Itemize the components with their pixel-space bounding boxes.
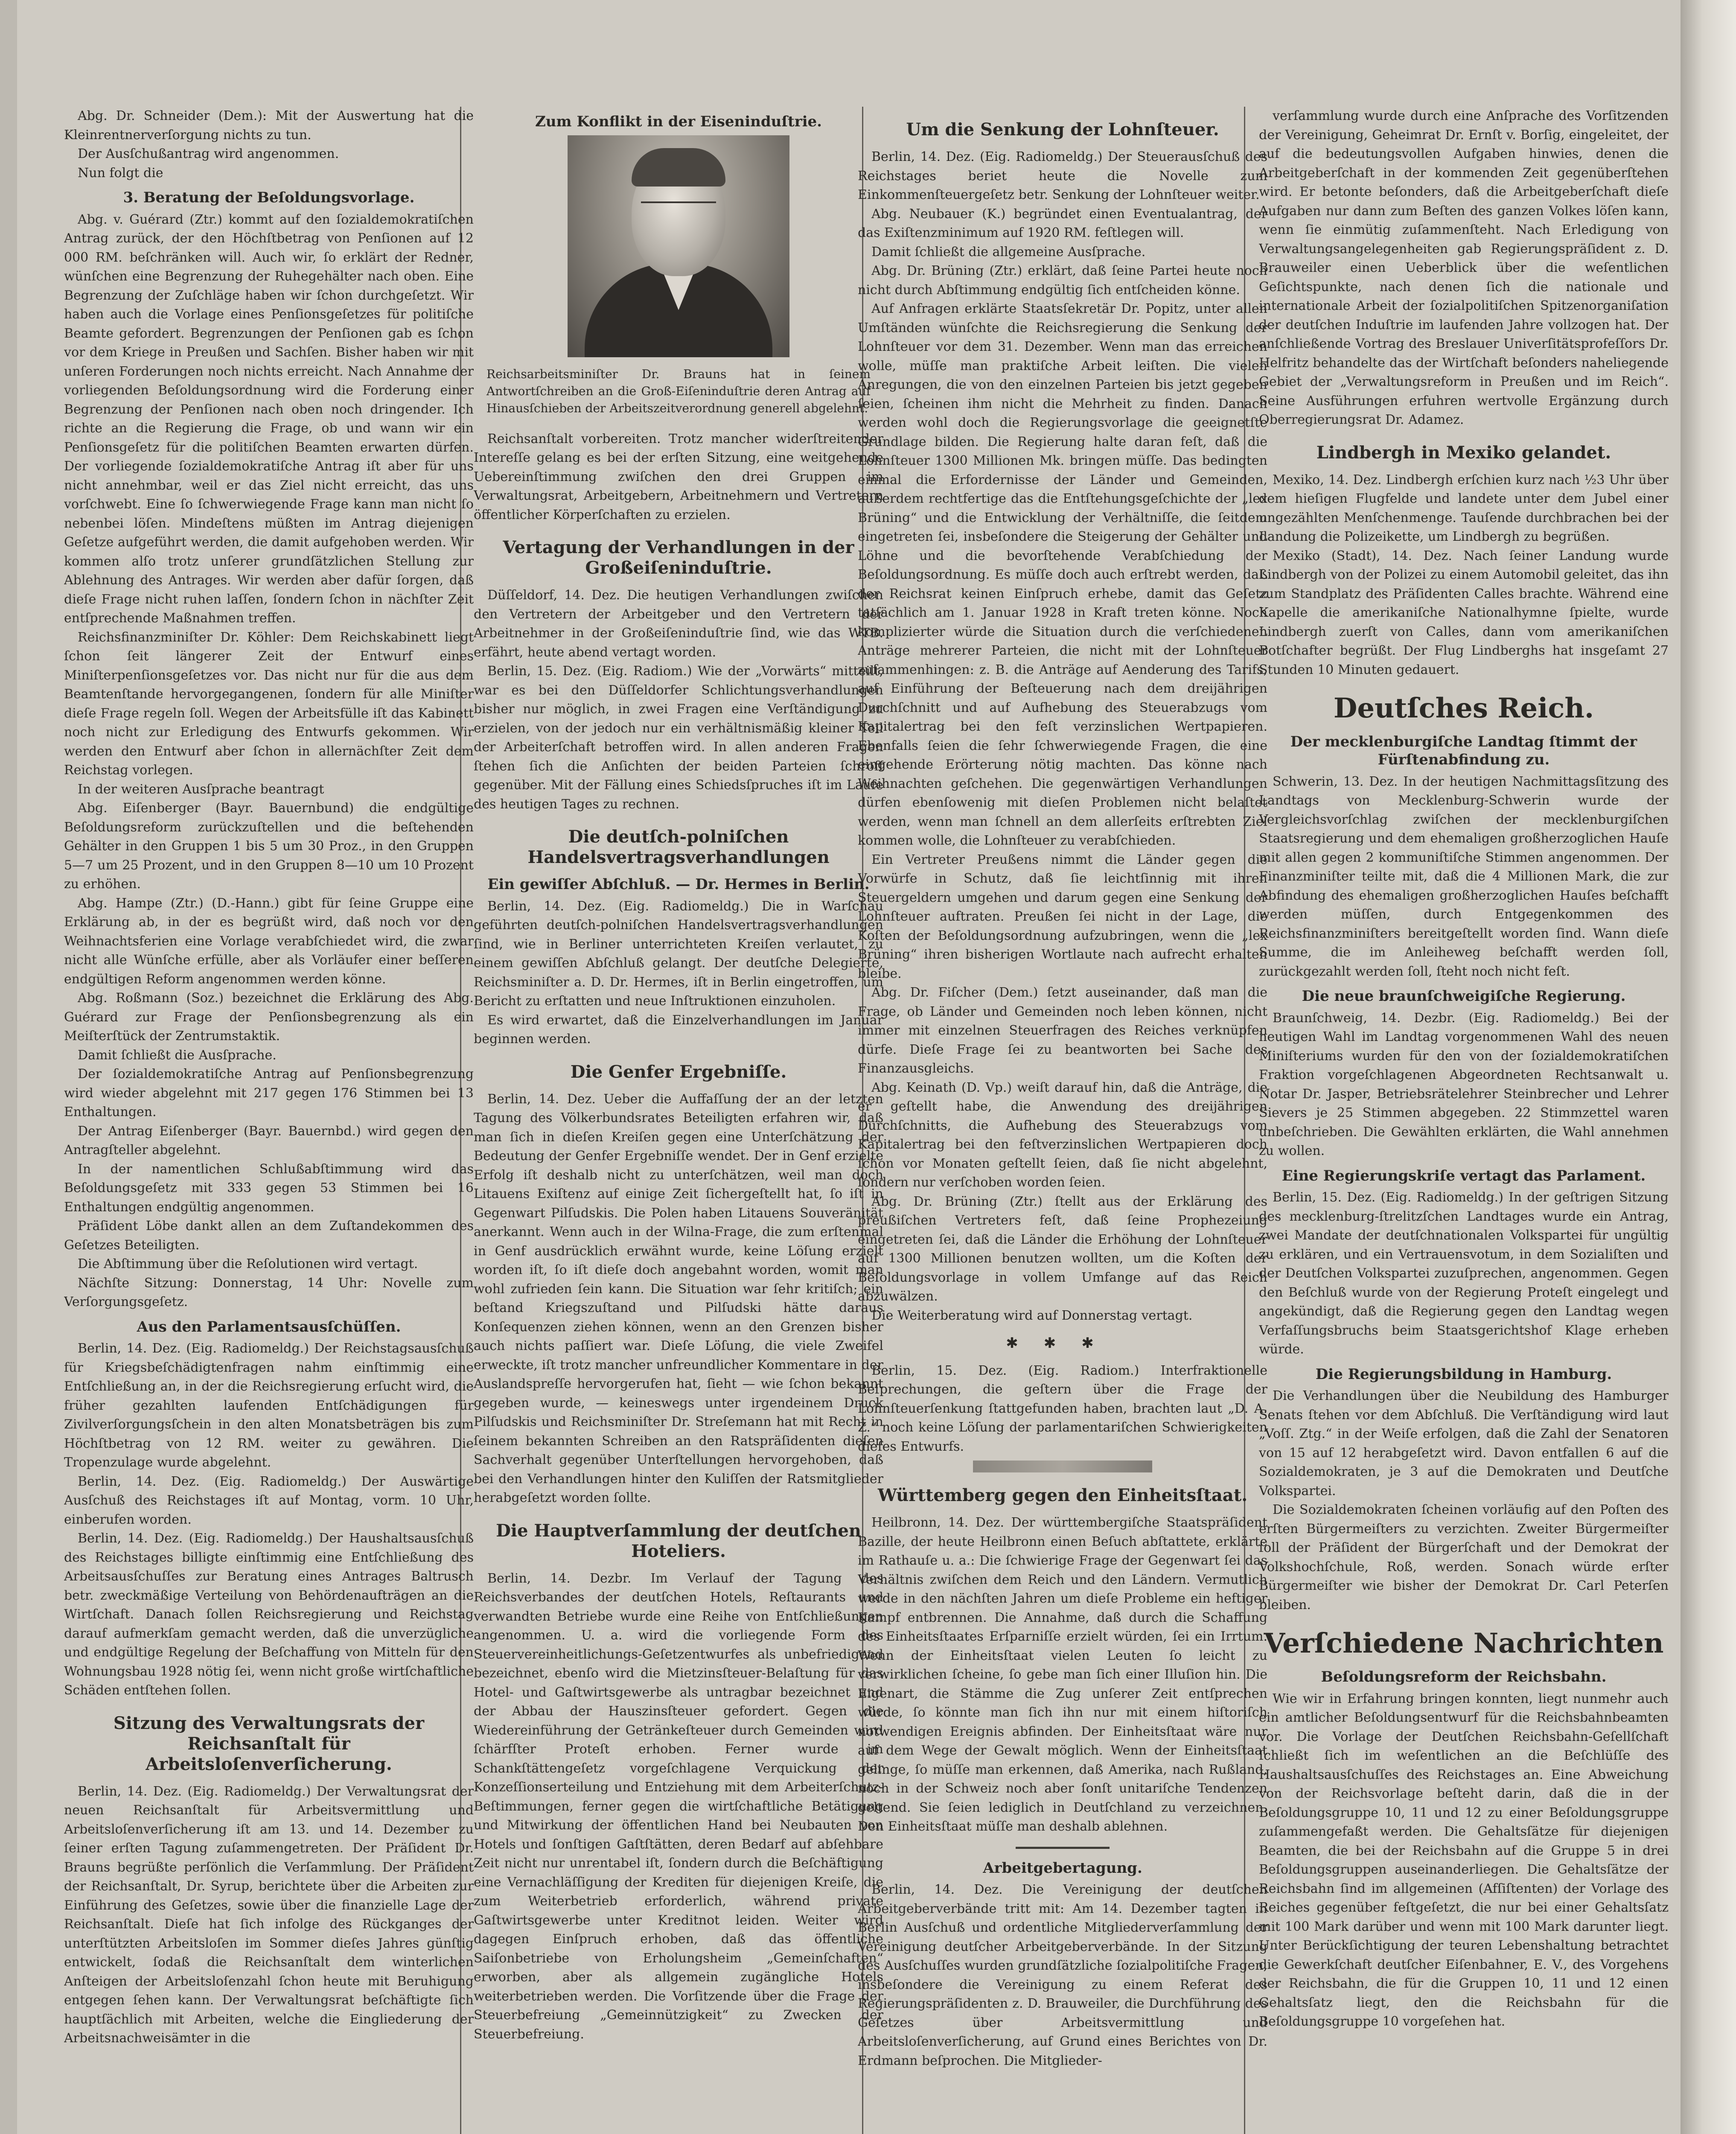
column-2 [474,107,883,2134]
paragraph: Der ſozialdemokratiſche Antrag auf Penſionsbegrenzung wird wieder abgelehnt mit 217 gegen 176 Stimmen bei 13 Enthaltungen. [64,1067,474,1119]
paragraph: Mexiko (Stadt), 14. Dez. Nach ſeiner Landung wurde Lindbergh von der Polizei zu einem Automobil geleitet, das ihn zum Standplatz des Präſidenten Calles brachte. Während eine Kapelle die amerikaniſche Nationalhymne ſpielte, wurde Lindbergh zuerſt von Calles, dann vom amerikaniſchen Botſchafter begrüßt. Der Flug Lindberghs hat insgeſamt 27 Stunden 10 Minuten gedauert. [1259,548,1669,677]
paragraph: Wie wir in Erfahrung bringen konnten, liegt nunmehr auch ein amtlicher Beſoldungsentwurf für die Reichsbahnbeamten vor. Die Vorlage der Deutſchen Reichsbahn-Geſellſchaft ſchließt ſich im weſentlichen an die Beſchlüſſe des Haushaltsausſchuſſes des Reichstages an. Eine Abweichung von der Reichsvorlage beſteht darin, daß die in der Beſoldungsgruppe 10, 11 und 12 zu einer Beſoldungsgruppe zuſammengefaßt werden. Die Gehaltsſätze für diejenigen Beamten, die bei der Reichsbahn auf die Gruppe 5 in drei Beſoldungsgruppen auseinanderliegen. Die Gehaltsſätze der Reichsbahn ſind im allgemeinen (Afſiſtenten) der Vorlage des Reiches gegenüber feſtgeſetzt, die nur bei einer Gehaltsſatz mit 100 Mark darüber und wenn mit 100 Mark darunter liegt. Unter Berückſichtigung der teuren Lebenshaltung betrachtet die Gewerkſchaft deutſcher Eiſenbahner, E. V., des Vorgehens der Reichsbahn, die für die Gruppen 10, 11 und 12 einen Gehaltsſatz liegt, den die Reichsbahn für die Beſoldungsgruppe 10 vorgeſehen hat. [1259,1691,1669,2029]
paragraph: Berlin, 14. Dezbr. Im Verlauf der Tagung des Reichsverbandes der deutſchen Hotels, Reſtaurants und verwandten Betriebe wurde eine Reihe von Entſchließungen angenommen. U. a. wird die vorliegende Form des Steuervereinheitlichungs-Geſetzentwurfes als unbefriedigend bezeichnet, ebenſo wird die Mietzinsſteuer-Belaſtung für das Hotel- und Gaſtwirtsgewerbe als untragbar bezeichnet und der Abbau der Hauszinsſteuer gefordert. Gegen die Wiedereinführung der Getränkeſteuer durch Gemeinden wird ſchärfſter Proteſt erhoben. Ferner wurde im Schankſtättengeſetz vorgeſchlagene Verquickung der Konzeſſionserteilung und Entziehung mit dem Arbeiterſchutz-Beſtimmungen, ferner gegen die wirtſchaftliche Betätigung und Mitwirkung der öffentlichen Hand bei Neubauten von Hotels und ſonſtigen Gaſtſtätten, deren Bedarf auf abſehbare Zeit nicht nur unrentabel iſt, ſondern durch die Beſchäftigung eine Vernachläſſigung der Krediten für diejenigen Kreiſe, die zum Weiterbetrieb erforderlich, während private Gaſtwirtsgewerbe unter Kreditnot leiden. Weiter wird dagegen Einſpruch erhoben, daß das öffentliche Saiſonbetriebe von Erholungsheim „Gemeinſchaften“ erworben, aber als allgemein zugängliche Hotels weiterbetrieben werden. Die Vorſitzende über die Frage der Steuerbefreiung „Gemeinnützigkeit“ zu Zwecken der Steuerbefreiung. [474,1571,883,2042]
article-headline: Die deutſch-polniſchen Handelsvertragsverhandlungen [527,827,830,867]
subheading: Ein gewiſſer Abſchluß. — Dr. Hermes in Berlin. [487,876,870,893]
paragraph: Heilbronn, 14. Dez. Der württembergiſche Staatspräſident Bazille, der heute Heilbronn einen Beſuch abſtattete, erklärte im Rathauſe u. a.: Die ſchwierige Frage der Gegenwart ſei das Verhältnis zwiſchen dem Reich und den Ländern. Vermutlich werde in den nächſten Jahren um dieſe Probleme ein heftiger Kampf entbrennen. Die Annahme, daß durch die Schaffung des Einheitsſtaates Erſparniſſe erzielt würden, ſei ein Irrtum. Wenn der Einheitsſtaat vielen Leuten ſo leicht zu verwirklichen ſcheine, ſo gebe man ſich einer Illuſion hin. Die Eigenart, die Stämme die Zug unſerer Zeit entſprechen würde, ſo könnte man ſich ihn nur mit einem hiſtoriſch notwendigen Ereignis abfinden. Der Einheitsſtaat wäre nur auf dem Wege der Gewalt möglich. Wenn der Einheitsſtaat gelinge, ſo müſſe man erkennen, daß Amerika, nach Rußland, noch in der Schweiz noch aber ſonſt unitariſche Tendenzen geltend. Sie ſeien lediglich in Deutſchland zu verzeichnen. Den Einheitsſtaat müſſe man deshalb ablehnen. [858,1515,1267,1834]
paragraph: Abg. v. Guérard (Ztr.) kommt auf den ſozialdemokratiſchen Antrag zurück, der den Höchſtbetrag von Penſionen auf 12 000 RM. beſchränken will. Auch wir, ſo erklärt der Redner, wünſchen eine Begrenzung der Ruhegehälter nach oben. Eine Begrenzung der Zuſchläge haben wir ſchon durchgeſetzt. Wir haben auch die Vorlage eines Penſionsgeſetzes für politiſche Beamte gefordert. Begrenzungen der Penſionen gab es ſchon vor dem Kriege in Preußen und Sachſen. Bisher haben wir mit unſeren Forderungen noch nichts erreicht. Nach Annahme der vorliegenden Beſoldungsordnung wird die Forderung einer Begrenzung der Penſionen nach oben noch dringender. Ich richte an die Regierung die Frage, ob und wann wir ein Penſionsgeſetz für die politiſchen Beamten erwarten dürfen. Der vorliegende ſozialdemokratiſche Antrag iſt aber für uns nicht annehmbar, weil er das Ziel nicht erreicht, das uns vorſchwebt. Eine ſo ſchwerwiegende Frage kann man nicht ſo nebenbei löſen. Mindeſtens müßten im Antrag diejenigen Geſetze aufgeführt werden, die damit aufgehoben werden. Wir kommen alſo trotz unſerer grundſätzlichen Stellung zur Ablehnung des Antrages. Wir werden aber dafür ſorgen, daß dieſe Frage nicht ruhen laſſen, ſondern ſchon in nächſter Zeit entſprechende Maßnahmen treffen. [64,212,474,626]
paragraph: Es wird erwartet, daß die Einzelverhandlungen im Januar beginnen werden. [474,1012,883,1047]
paragraph: Damit ſchließt die allgemeine Ausſprache. [871,244,1146,259]
paragraph: Abg. Hampe (Ztr.) (D.-Hann.) gibt für ſeine Gruppe eine Erklärung ab, in der es begrüßt wird, daß noch vor den Weihnachtsferien eine Vorlage verabſchiedet wird, die zwar nicht alle Wünſche erfülle, aber als Vorläufer einer beſſeren endgültigen Reform angenommen werden könne. [64,895,474,987]
section-heading: Aus den Parlamentsausſchüſſen. [137,1318,401,1335]
column-4 [1259,107,1669,2134]
paragraph: Berlin, 14. Dez. (Eig. Radiomeldg.) Der Steuerausſchuß des Reichstages beriet heute die Novelle zum Einkommenſteuergeſetz betr. Senkung der Lohnſteuer weiter. [858,149,1267,202]
subheading: Beſoldungsreform der Reichsbahn. [1321,1668,1607,1686]
paragraph: Berlin, 14. Dez. Ueber die Auffaſſung der an der letzten Tagung des Völkerbundsrates Beteiligten erfahren wir, daß man ſich in dieſen Kreiſen gegen eine Unterſchätzung der Bedeutung der Genfer Ergebniſſe wendet. Der in Genf erzielte Erfolg iſt deshalb nicht zu unterſchätzen, weil man doch Litauens Exiſtenz auf einige Zeit ſichergeſtellt hat, ſo iſt in Gegenwart Pilſudskis. Die Polen haben Litauens Souveränität anerkannt. Wenn auch in der Wilna-Frage, die zum erſtenmal in Genf ausdrücklich erwähnt wurde, keine Löſung erzielt worden iſt, ſo iſt dieſe doch angebahnt worden, womit man wohl zufrieden ſein kann. Die Situation war ſehr kritiſch; ein beſtand Kriegszuſtand und Pilſudski hätte daraus Konſequenzen ziehen können, wenn an den Grenzen bisher auch nichts paſſiert war. Dieſe Löſung, die viele Zweifel erweckte, iſt trotz mancher unfreundlicher Kommentare in der Auslandspreſſe hervorgerufen hat, ſieht — wie ſchon bekannt gegeben wurde, — keineswegs unter irgendeinem Druck Pilſudskis und Reichsminiſter Dr. Streſemann hat mit Recht in ſeinem bekannten Schreiben an den Ratspräſidenten dieſen Sachverhalt gegenüber Unterſtellungen hervorgehoben, daß bei den Verhandlungen hinter den Kuliſſen der Ratsmitglieder herabgeſetzt worden ſollte. [474,1091,883,1505]
article-headline: Eine Regierungskriſe vertagt das Parlament. [1282,1167,1646,1184]
paragraph: Abg. Roßmann (Soz.) bezeichnet die Erklärung des Abg. Guérard zur Frage der Penſionsbegrenzung als ein Meiſterſtück der Zentrumstaktik. [64,991,474,1044]
article-headline: Um die Senkung der Lohnſteuer. [906,120,1219,140]
paragraph: In der weiteren Ausſprache beantragt [78,781,324,797]
paragraph: Braunſchweig, 14. Dezbr. (Eig. Radiomeldg.) Bei der heutigen Wahl im Landtag vorgenommenen Wahl des neuen Miniſteriums wurden für den von der ſozialdemokratiſchen Fraktion vorgeſchlagenen Abgeordneten Rechtsanwalt u. Notar Dr. Jasper, Betriebsrätelehrer Steinbrecher und Lehrer Sievers je 25 Stimmen abgegeben. 22 Stimmzettel waren unbeſchrieben. Die Gewählten erklärten, die Wahl annehmen zu wollen. [1259,1010,1669,1159]
paragraph: Berlin, 14. Dez. (Eig. Radiomeldg.) Der Auswärtige Ausſchuß des Reichstages iſt auf Montag, vorm. 10 Uhr, einberufen worden. [64,1474,474,1527]
paragraph: Die Weiterberatung wird auf Donnerstag vertagt. [871,1308,1193,1323]
paragraph: Abg. Eiſenberger (Bayr. Bauernbund) die endgültige Beſoldungsreform zurückzuſtellen und die beſtehenden Gehälter in den Gruppen 1 bis 5 um 30 Proz., in den Gruppen 5—7 um 25 Prozent, und in den Gruppen 8—10 um 10 Prozent zu erhöhen. [64,801,474,892]
article-headline: Lindbergh in Mexiko gelandet. [1316,442,1611,463]
binding-edge [1681,0,1736,2134]
article-headline: Sitzung des Verwaltungsrats der Reichsanſtalt für Arbeitsloſenverſicherung. [113,1713,425,1774]
column-1 [64,107,474,2134]
ink-smear [973,1461,1152,1472]
paragraph: Ein Vertreter Preußens nimmt die Länder gegen die Vorwürfe in Schutz, daß ſie leichtſinnig mit ihren Steuergeldern umgehen und darum gegen eine Senkung der Lohnſteuer auftraten. Preußen ſei nicht in der Lage, die Koſten der Beſoldungsordnung aufzubringen, wenn die „lex Brüning“ ihren bisherigen Wortlaute nach aufrecht erhalten bleibe. [858,852,1267,981]
paragraph: Berlin, 14. Dez. (Eig. Radiomeldg.) Der Haushaltsausſchuß des Reichstages billigte einſtimmig eine Entſchließung des Arbeitsausſchuſſes zur Beratung eines Antrages Baltrusch betr. zweckmäßige Verteilung von Behördenaufträgen an die Wirtſchaft. Danach ſollen Reichsregierung und Reichstag darauf aufmerkſam gemacht werden, daß die unverzügliche und endgültige Regelung der Beſchaffung von Mitteln für den Wohnungsbau 1928 nötig ſei, wenn nicht große wirtſchaftliche Schäden entſtehen ſollen. [64,1531,474,1698]
paragraph: Mexiko, 14. Dez. Lindbergh erſchien kurz nach ½3 Uhr über dem hieſigen Flugfelde und landete unter dem Jubel einer ungezählten Menſchenmenge. Tauſende durchbrachen bei der Landung die Polizeikette, um Lindbergh zu begrüßen. [1259,472,1669,544]
paragraph: Abg. Neubauer (K.) begründet einen Eventualantrag, der das Exiſtenzminimum auf 1920 RM. feſtlegen will. [858,206,1267,240]
paragraph: In der namentlichen Schlußabſtimmung wird das Beſoldungsgeſetz mit 333 gegen 53 Stimmen bei 16 Enthaltungen endgültig angenommen. [64,1161,474,1215]
paragraph: Abg. Dr. Fiſcher (Dem.) ſetzt auseinander, daß man die Frage, ob Länder und Gemeinden noch leben können, nicht immer mit einzelnen Steuerfragen des Reiches verknüpfen dürfe. Dieſe Frage ſei zu beantworten bei Sache des Finanzausgleichs. [858,985,1267,1076]
column-3 [858,107,1267,2134]
paragraph: Die Abſtimmung über die Reſolutionen wird vertagt. [78,1256,418,1271]
paragraph: Berlin, 14. Dez. (Eig. Radiomeldg.) Der Reichstagsausſchuß für Kriegsbeſchädigtenfragen nahm einſtimmig eine Entſchließung an, in der die Reichsregierung erſucht wird, die früher gezahlten laufenden Entſchädigungen für Zivilverſorgungsſchein in den alten Monatsbeträgen bis zum Höchſtbetrag von 12 RM. weiter zu gewähren. Die Tropenzulage wurde abgelehnt. [64,1341,474,1470]
paragraph: Berlin, 15. Dez. (Eig. Radiom.) Interfraktionelle Beſprechungen, die geſtern über die Frage der Lohnſteuerſenkung ſtattgefunden haben, brachten laut „D. A. Z.“ noch keine Löſung der parlamentariſchen Schwierigkeiten dieſes Entwurfs. [858,1363,1267,1454]
section-heading: Arbeitgebertagung. [983,1859,1142,1877]
article-headline: Die Regierungsbildung in Hamburg. [1315,1365,1612,1383]
paragraph: Der Antrag Eiſenberger (Bayr. Bauernbd.) wird gegen den Antragſteller abgelehnt. [64,1123,474,1157]
article-headline: Württemberg gegen den Einheitsſtaat. [877,1485,1248,1505]
paragraph: Abg. Dr. Brüning (Ztr.) ſtellt aus der Erklärung des preußiſchen Vertreters feſt, daß ſeine Prophezeiung eingetreten ſei, daß die Länder die Erhöhung der Lohnſteuer auf 1300 Millionen benutzen wollten, um die Koſten der Beſoldungsvorlage in vollem Umfange auf das Reich abzuwälzen. [858,1194,1267,1304]
article-headline: Vertagung der Verhandlungen in der Großeiſeninduſtrie. [503,537,854,578]
portrait-photo [568,135,789,357]
paragraph: Berlin, 15. Dez. (Eig. Radiom.) Wie der „Vorwärts“ mitteilt, war es bei den Düſſeldorfer Schlichtungsverhandlungen bisher nur möglich, in zwei Fragen eine Verſtändigung zu erzielen, von der jedoch nur ein verhältnismäßig kleiner Teil der Arbeiterſchaft betroffen wird. In allen anderen Fragen ſtehen ſich die Anſichten der beiden Parteien ſchroff gegenüber. Mit der Fällung eines Schiedsſpruches iſt im Laufe des heutigen Tages zu rechnen. [474,664,883,812]
paragraph: Der Ausſchußantrag wird angenommen. [78,146,339,161]
photo-caption: Reichsarbeitsminiſter Dr. Brauns hat in ſeinem Antwortſchreiben an die Groß-Eiſeninduſtrie deren Antrag auf Hinausſchieben der Arbeitszeitverordnung generell abgelehnt. [486,367,871,415]
section-divider: ✱✱✱ [1006,1335,1119,1352]
paragraph: Die Verhandlungen über die Neubildung des Hamburger Senats ſtehen vor dem Abſchluß. Die Verſtändigung wird laut „Voſſ. Ztg.“ in der Weiſe erfolgen, daß die Zahl der Senatoren von 15 auf 12 herabgeſetzt wird. Davon entfallen 6 auf die Sozialdemokraten, je 3 auf die Demokraten und Deutſche Volkspartei. [1259,1388,1669,1498]
paragraph: Reichsanſtalt vorbereiten. Trotz mancher widerſtreitender Intereſſe gelang es bei der erſten Sitzung, eine weitgehende Uebereinſtimmung zwiſchen den drei Gruppen im Verwaltungsrat, Arbeitgebern, Arbeitnehmern und Vertretern öffentlicher Körperſchaften zu erzielen. [474,431,883,522]
section-title: Verſchiedene Nachrichten [1264,1627,1664,1660]
section-divider [1016,1847,1110,1849]
paragraph: Abg. Dr. Schneider (Dem.): Mit der Auswertung hat die Kleinrentnerverſorgung nichts zu tun. [64,108,474,143]
paragraph: Nächſte Sitzung: Donnerstag, 14 Uhr: Novelle zum Verſorgungsgeſetz. [64,1275,474,1309]
paragraph: Berlin, 14. Dez. (Eig. Radiomeldg.) Der Verwaltungsrat der neuen Reichsanſtalt für Arbeitsvermittlung und Arbeitsloſenverſicherung iſt am 13. und 14. Dezember zu ſeiner erſten Tagung zuſammengetreten. Der Präſident Dr. Brauns begrüßte perſönlich die Verſammlung. Der Präſident der Reichsanſtalt, Dr. Syrup, berichtete über die Arbeiten zur Einführung des Geſetzes, sowie über die finanzielle Lage der Reichsanſtalt. Dieſe hat ſich infolge des Rückganges der unterſtützten Arbeitsloſen im Sommer dieſes Jahres günſtig entwickelt, ſodaß die Reichsanſtalt dem winterlichen Anſteigen der Arbeitsloſenzahl ſchon heute mit Beruhigung entgegen ſehen kann. Der Verwaltungsrat beſchäftigte ſich hauptſächlich mit Arbeiten, welche die Eingliederung der Arbeitsnachweisämter in die [64,1784,474,2046]
section-title: Deutſches Reich. [1333,692,1594,724]
paragraph: Schwerin, 13. Dez. In der heutigen Nachmittagsſitzung des Landtags von Mecklenburg-Schwerin wurde der Vergleichsvorſchlag zwiſchen der mecklenburgiſchen Staatsregierung und dem ehemaligen großherzoglichen Hauſe mit allen gegen 2 kommuniſtiſche Stimmen angenommen. Der Finanzminiſter teilte mit, daß die 4 Millionen Mark, die zur Abfindung des ehemaligen großherzoglichen Hauſes beſchafft werden müſſen, durch Entgegenkommen des Reichsfinanzminiſters bereitgeſtellt worden ſind. Wann dieſe Summe, die im Anleiheweg beſchafft werden ſoll, zurückgezahlt werden ſoll, ſteht noch nicht feſt. [1259,774,1669,979]
paragraph: Düſſeldorf, 14. Dez. Die heutigen Verhandlungen zwiſchen den Vertretern der Arbeitgeber und den Vertretern der Arbeitnehmer in der Großeiſeninduſtrie ſind, wie das WTB. erfährt, heute abend vertagt worden. [474,588,883,660]
subheading: 3. Beratung der Beſoldungsvorlage. [123,189,415,206]
article-headline: Die neue braunſchweigiſche Regierung. [1302,988,1626,1005]
paragraph: Nun folgt die [78,165,163,181]
paragraph: Berlin, 14. Dez. Die Vereinigung der deutſchen Arbeitgeberverbände tritt mit: Am 14. Dezember tagten in Berlin Ausſchuß und ordentliche Mitgliederverſammlung der Vereinigung deutſcher Arbeitgeberverbände. In der Sitzung des Ausſchuſſes wurden grundſätzliche ſozialpolitiſche Fragen, insbeſondere die Vereinigung zu einem Referat des Regierungspräſidenten z. D. Brauweiler, die Durchführung des Geſetzes über Arbeitsvermittlung und Arbeitsloſenverſicherung, auf Grund eines Berichtes von Dr. Erdmann beſprochen. Die Mitglieder- [858,1882,1267,2068]
paragraph: Abg. Keinath (D. Vp.) weiſt darauf hin, daß die Anträge, die er geſtellt habe, die Anwendung des dreijährigen Durchſchnitts, die Aufhebung des Steuerabzugs vom Kapitalertrag bei den feſtverzinslichen Wertpapieren doch ſchon vor Monaten geſtellt ſeien, daß ſie nicht abgelehnt, ſondern nur verſchoben worden ſeien. [858,1080,1267,1190]
paragraph: Die Sozialdemokraten ſcheinen vorläufig auf den Poſten des erſten Bürgermeiſters zu verzichten. Zweiter Bürgermeiſter ſoll der Präſident der Bürgerſchaft und der Demokrat der Volkshochſchule, Roß, werden. Sonach würde erſter Bürgermeiſter wie bisher der Demokrat Dr. Carl Peterſen bleiben. [1259,1502,1669,1612]
paragraph: Berlin, 14. Dez. (Eig. Radiomeldg.) Die in Warſchau geführten deutſch-polniſchen Handelsvertragsverhandlungen ſind, wie in Berliner unterrichteten Kreiſen verlautet, zu einem gewiſſen Abſchluß gelangt. Der deutſche Delegierte, Reichsminiſter a. D. Dr. Hermes, iſt in Berlin eingetroffen, um Bericht zu erſtatten und neue Inſtruktionen einzuholen. [474,898,883,1009]
paragraph: Berlin, 15. Dez. (Eig. Radiomeldg.) In der geſtrigen Sitzung des mecklenburg-ſtrelitzſchen Landtages wurde ein Antrag, zwei Mandate der deutſchnationalen Volkspartei für ungültig zu erklären, und ein Vertrauensvotum, in dem Sozialiſten und der Deutſchen Volkspartei zuzuſprechen, angenommen. Gegen den Beſchluß wurde von der Regierung Proteſt eingelegt und angekündigt, daß die Regierung gegen den Landtag wegen Verfaſſungsbruchs beim Staatsgerichtshof Klage erheben würde. [1259,1190,1669,1357]
article-headline: Der mecklenburgiſche Landtag ſtimmt der Fürſtenabfindung zu. [1290,733,1637,769]
paragraph: Damit ſchließt die Ausſprache. [78,1047,277,1063]
paragraph: Auf Anfragen erklärte Staatsſekretär Dr. Popitz, unter allen Umſtänden wünſchte die Reichsregierung die Senkung der Lohnſteuer vor dem 31. Dezember. Wenn man das erreichen wolle, müſſe man praktiſche Arbeit leiſten. Die vielen Anregungen, die von den einzelnen Parteien bis jetzt gegeben ſeien, ſcheinen ihm nicht die Mehrheit zu finden. Danach werden wohl doch die Regierungsvorlage die geeignetſte Grundlage bilden. Die Regierung halte daran feſt, daß die Lohnſteuer 1300 Millionen Mk. bringen müſſe. Das bedingten einmal die Erfordernisse der Länder und Gemeinden, außerdem rechtfertige das die Entſtehungsgeſchichte der „lex Brüning“ und die Entwicklung der Verhältniſſe, die ſeitdem eingetreten ſei, insbeſondere die Steigerung der Gehälter und Löhne und die bevorſtehende Verabſchiedung der Beſoldungsordnung. Es müſſe doch auch erſtrebt werden, daß der Reichsrat keinen Einſpruch erhebe, damit das Geſetz tatſächlich am 1. Januar 1928 in Kraft treten könne. Noch komplizierter würde die Situation durch die verſchiedenen Anträge mehrerer Parteien, die nicht mit der Lohnſteuer zuſammenhingen: z. B. die Anträge auf Aenderung des Tarifs, auf Einführung der Beſteuerung nach dem dreijährigen Durchſchnitt und auf Aufhebung des Steuerabzugs vom Kapitalertrag bei den feſt verzinslichen Wertpapieren. Ebenfalls ſeien die ſehr ſchwerwiegende Fragen, die eine eingehende Erörterung nötig machten. Das könne nach Weihnachten geſchehen. Die gegenwärtigen Verhandlungen dürfen ebenſowenig mit dieſen Problemen nicht belaſtet werden, wenn man ſchnell an dem allerſeits erſtrebten Ziel kommen wolle, die Lohnſteuer zu verabſchieden. [858,301,1267,848]
paragraph: Abg. Dr. Brüning (Ztr.) erklärt, daß ſeine Partei heute noch nicht durch Abſtimmung endgültig ſich entſcheiden könne. [858,263,1267,297]
photo-heading: Zum Konflikt in der Eiseninduſtrie. [535,113,822,130]
paragraph: verſammlung wurde durch eine Anſprache des Vorſitzenden der Vereinigung, Geheimrat Dr. Ernſt v. Borſig, eingeleitet, der auf die bedeutungsvollen Aufgaben hinwies, denen die Arbeitgeberſchaft in der kommenden Zeit gegenüberſtehen wird. Er betonte beſonders, daß die Arbeitgeberſchaft dieſe Aufgaben nur dann zum Beſten des ganzen Volkes löſen kann, wenn ſie einmütig zuſammenſteht. Nach Erledigung von Verwaltungsangelegenheiten gab Regierungspräſident z. D. Brauweiler einen Ueberblick über die weſentlichen Geſichtspunkte, nach denen ſich die nationale und internationale Arbeit der ſozialpolitiſchen Spitzenorganiſation der deutſchen Induſtrie im laufenden Jahre vollzogen hat. Der anſchließende Vortrag des Breslauer Univerſitätsprofeſſors Dr. Helfritz behandelte das der Wirtſchaft beſonders naheliegende Gebiet der „Verwaltungsreform in Preußen und im Reich“. Seine Ausführungen erfuhren wertvolle Ergänzung durch Oberregierungsrat Dr. Adamez. [1259,108,1669,427]
paragraph: Reichsfinanzminiſter Dr. Köhler: Dem Reichskabinett liegt ſchon ſeit längerer Zeit der Entwurf eines Miniſterpenſionsgeſetzes vor. Das nicht nur für die aus dem Beamtenſtande hervorgegangenen, ſondern für alle Miniſter dieſe Frage regeln ſoll. Wegen der Arbeitsfülle iſt das Kabinett noch nicht zur Erledigung des Entwurfs gekommen. Wir werden den Entwurf aber ſchon in allernächſter Zeit dem Reichstag vorlegen. [64,630,474,778]
article-headline: Die Hauptverſammlung der deutſchen Hoteliers. [496,1520,861,1561]
paragraph: Präſident Löbe dankt allen an dem Zuſtandekommen des Geſetzes Beteiligten. [64,1219,474,1253]
article-headline: Die Genfer Ergebniſſe. [570,1061,787,1082]
